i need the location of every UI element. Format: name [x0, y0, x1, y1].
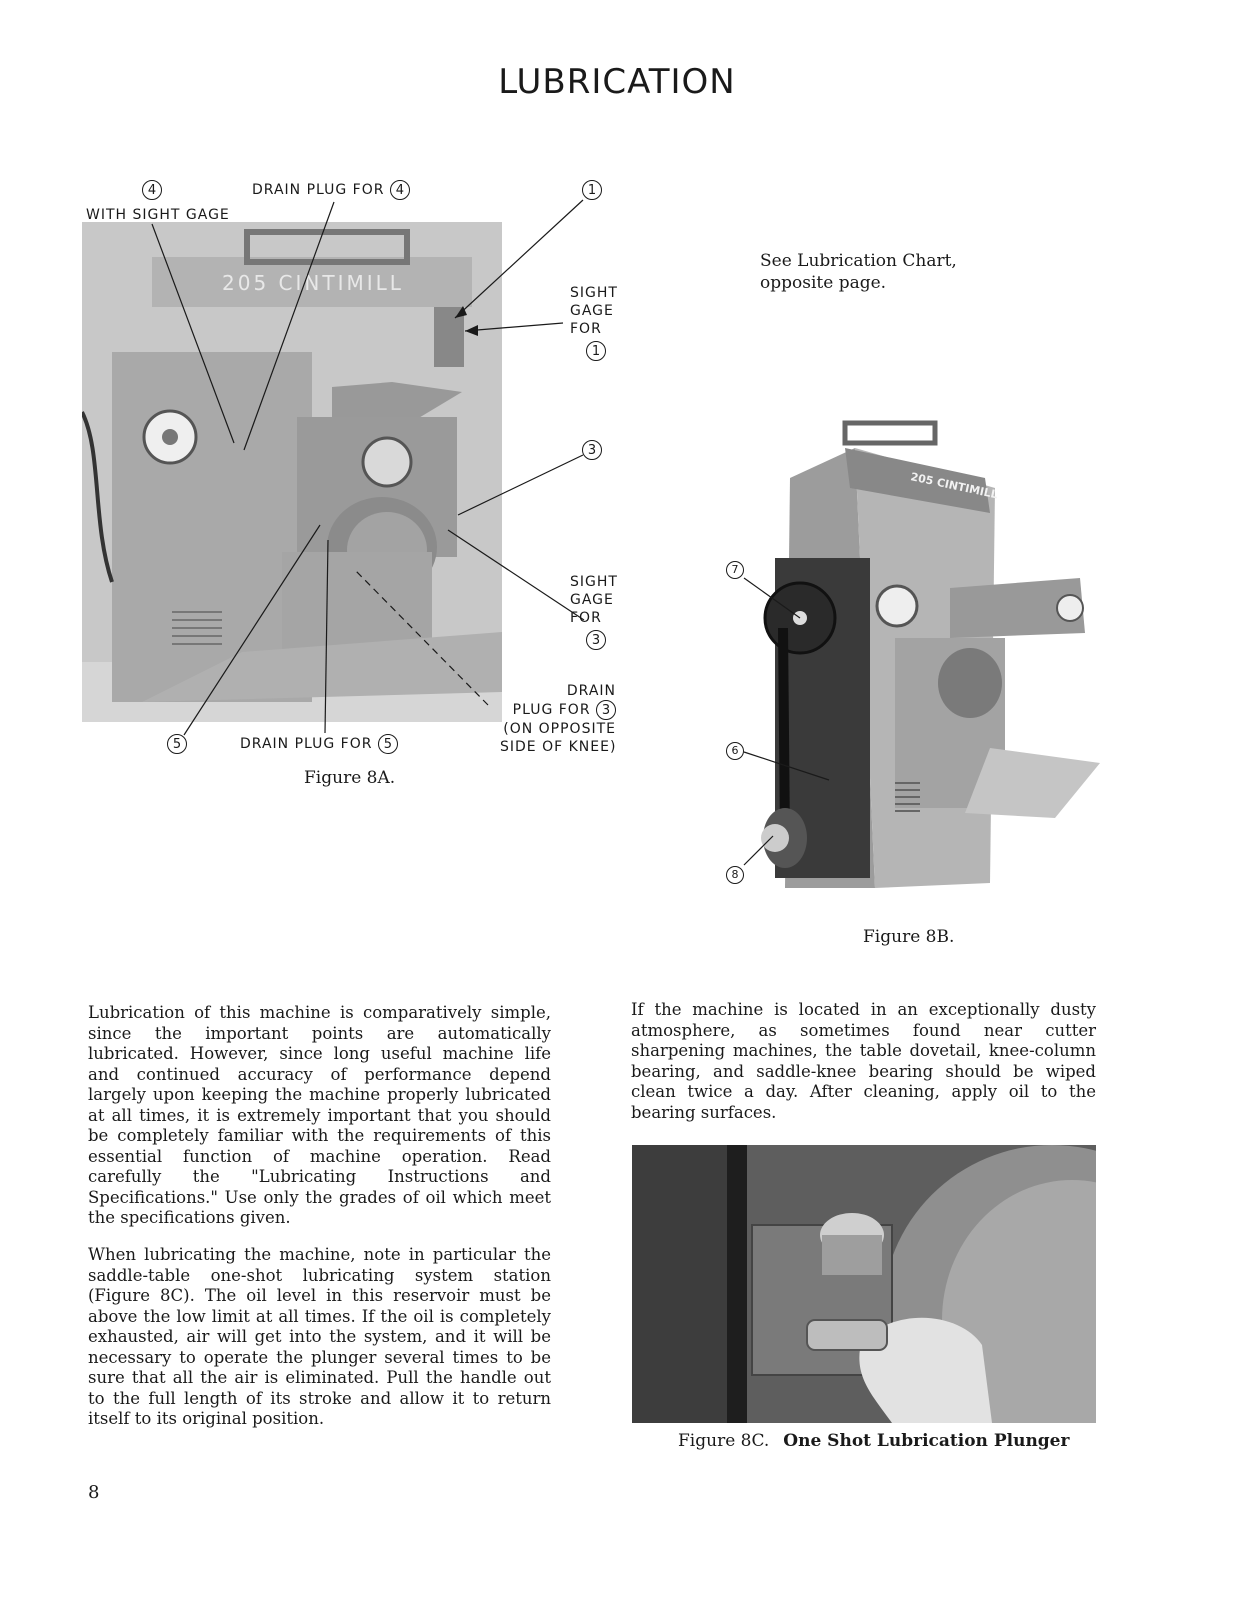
drain-plug-4-label: DRAIN PLUG FOR 4 [252, 180, 410, 200]
sight-gage-3-label: SIGHT GAGE FOR 3 [570, 574, 618, 648]
figure-8b-photo [745, 418, 1100, 898]
figure-8c-caption-label: One Shot Lubrication Plunger [783, 1431, 1070, 1451]
callout-8: 8 [726, 866, 744, 884]
lubrication-chart-note: See Lubrication Chart, opposite page. [760, 251, 957, 293]
callout-4: 4 [142, 180, 162, 200]
figure-8c-caption-number: Figure 8C. [678, 1431, 770, 1451]
callout-1: 1 [582, 180, 602, 200]
milling-machine-front-illustration [82, 222, 502, 722]
one-shot-plunger-illustration [632, 1145, 1096, 1423]
callout-4-label: WITH SIGHT GAGE [86, 207, 230, 223]
callout-5: 5 [167, 734, 187, 754]
overarm-nameplate-8b: 205 CINTIMILL [909, 470, 999, 502]
body-paragraph-2: When lubricating the machine, note in particular the saddle-table one-shot lubricating system station (Figure 8C). The oil level in this reservoir must be above the low limit at all times. If the oil is completely exhausted, air will get into the system, and it will be necessary to operate the plunger several times to be sure that all the air is eliminated. Pull the handle out to the full length of its stroke and allow it to return itself to its original position. [88, 1245, 551, 1428]
drain-plug-3-label: DRAIN PLUG FOR 3 (ON OPPOSITE SIDE OF KNEE) [500, 683, 617, 755]
figure-8c-photo [632, 1145, 1096, 1423]
sight-gage-1-label: SIGHT GAGE FOR 1 [570, 285, 618, 359]
callout-6: 6 [726, 742, 744, 760]
figure-8a-caption: Figure 8A. [304, 768, 396, 788]
body-paragraph-3: If the machine is located in an exceptionally dusty atmosphere, as sometimes found near cutter sharpening machines, the table dovetail, knee-column bearing, and saddle-knee bearing should be wiped clean twice a day. After cleaning, apply oil to the bearing surfaces. [631, 1000, 1096, 1122]
figure-8b-caption: Figure 8B. [863, 927, 955, 947]
page-title: LUBRICATION [498, 62, 736, 102]
figure-8c-caption [678, 1431, 1069, 1451]
page-number: 8 [88, 1482, 100, 1503]
overarm-nameplate: 205 CINTIMILL [222, 271, 404, 295]
body-paragraph-1: Lubrication of this machine is comparatively simple, since the important points are automatically lubricated. However, since long useful machine life and continued accuracy of performance depend largely upon keeping the machine properly lubricated at all times, it is extremely important that you should be completely familiar with the requirements of this essential function of machine operation. Read carefully the "Lubricating Instructions and Specifications." Use only the grades of oil which meet the specifications given. [88, 1003, 551, 1227]
milling-machine-side-illustration [745, 418, 1100, 898]
callout-3: 3 [582, 440, 602, 460]
figure-8a-photo [82, 222, 502, 722]
callout-7: 7 [726, 561, 744, 579]
drain-plug-5-label: DRAIN PLUG FOR 5 [240, 734, 398, 754]
